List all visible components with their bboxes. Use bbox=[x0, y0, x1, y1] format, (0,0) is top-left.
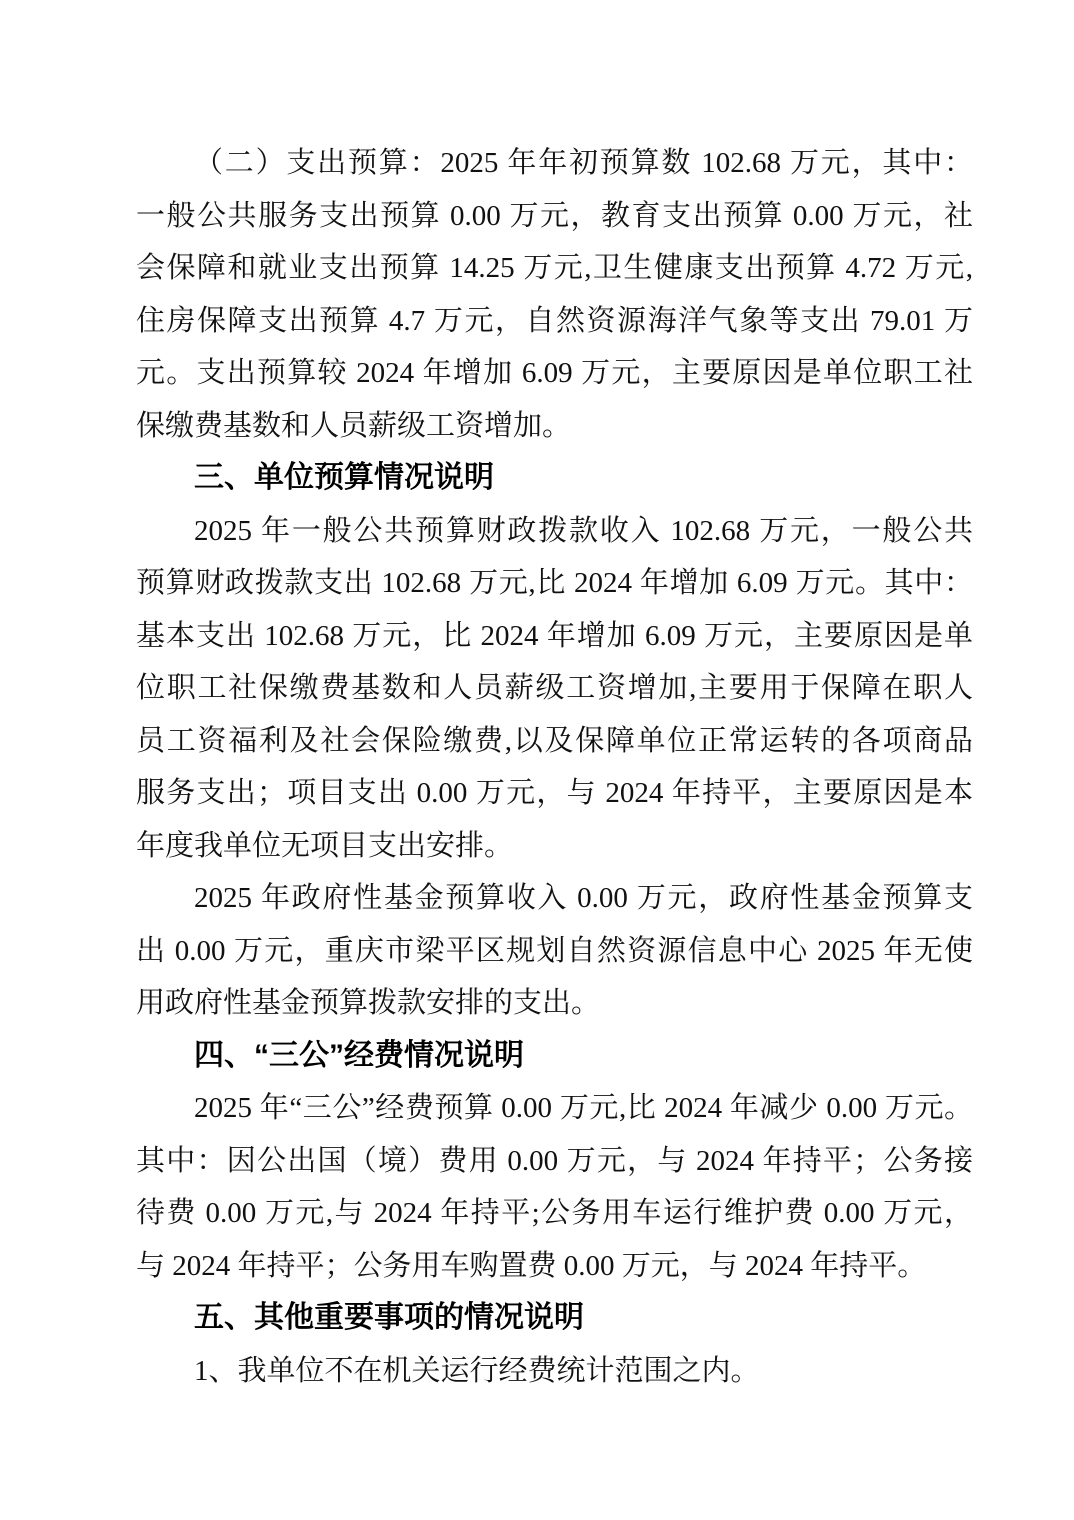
text-line: 员工资福利及社会保险缴费,以及保障单位正常运转的各项商品 bbox=[136, 724, 973, 757]
text-line: 用政府性基金预算拨款安排的支出。 bbox=[136, 987, 601, 1019]
text-line: 出 0.00 万元，重庆市梁平区规划自然资源信息中心 2025 年无使 bbox=[136, 934, 973, 967]
text-line: 年度我单位无项目支出安排。 bbox=[136, 829, 514, 862]
text-line: 2025 年一般公共预算财政拨款收入 102.68 万元，一般公共 bbox=[194, 514, 973, 547]
section-heading bbox=[136, 452, 973, 505]
text-line: 与 2024 年持平；公务用车购置费 0.00 万元，与 2024 年持平。 bbox=[136, 1249, 927, 1282]
text-line: 2025 年政府性基金预算收入 0.00 万元，政府性基金预算支 bbox=[194, 882, 973, 914]
heading-text: 三、单位预算情况说明 bbox=[194, 461, 494, 494]
paragraph bbox=[136, 137, 973, 452]
section-heading bbox=[136, 1292, 973, 1345]
text-line: （二）支出预算：2025 年年初预算数 102.68 万元，其中： bbox=[194, 147, 973, 179]
document-content bbox=[136, 137, 973, 1397]
text-line: 元。支出预算较 2024 年增加 6.09 万元，主要原因是单位职工社 bbox=[136, 357, 973, 389]
text-line: 其中：因公出国（境）费用 0.00 万元，与 2024 年持平；公务接 bbox=[136, 1144, 973, 1177]
heading-text: 五、其他重要事项的情况说明 bbox=[194, 1301, 584, 1334]
paragraph bbox=[136, 1082, 973, 1292]
text-line: 保缴费基数和人员薪级工资增加。 bbox=[136, 409, 572, 442]
heading-text: 四、“三公”经费情况说明 bbox=[194, 1038, 524, 1072]
text-line: 一般公共服务支出预算 0.00 万元，教育支出预算 0.00 万元，社 bbox=[136, 199, 973, 232]
text-line: 基本支出 102.68 万元，比 2024 年增加 6.09 万元，主要原因是单 bbox=[136, 619, 973, 652]
text-line: 1、我单位不在机关运行经费统计范围之内。 bbox=[194, 1354, 760, 1387]
paragraph bbox=[136, 872, 973, 1030]
text-line: 预算财政拨款支出 102.68 万元,比 2024 年增加 6.09 万元。其中： bbox=[136, 567, 973, 599]
text-line: 服务支出；项目支出 0.00 万元，与 2024 年持平，主要原因是本 bbox=[136, 777, 973, 809]
text-line: 住房保障支出预算 4.7 万元，自然资源海洋气象等支出 79.01 万 bbox=[136, 304, 973, 337]
text-line: 2025 年“三公”经费预算 0.00 万元,比 2024 年减少 0.00 万元。 bbox=[194, 1092, 973, 1124]
text-line: 位职工社保缴费基数和人员薪级工资增加,主要用于保障在职人 bbox=[136, 672, 973, 704]
text-line: 会保障和就业支出预算 14.25 万元,卫生健康支出预算 4.72 万元, bbox=[136, 252, 973, 284]
text-line: 待费 0.00 万元,与 2024 年持平;公务用车运行维护费 0.00 万元， bbox=[136, 1197, 973, 1229]
paragraph bbox=[136, 505, 973, 873]
section-heading bbox=[136, 1030, 973, 1083]
paragraph bbox=[136, 1345, 973, 1398]
